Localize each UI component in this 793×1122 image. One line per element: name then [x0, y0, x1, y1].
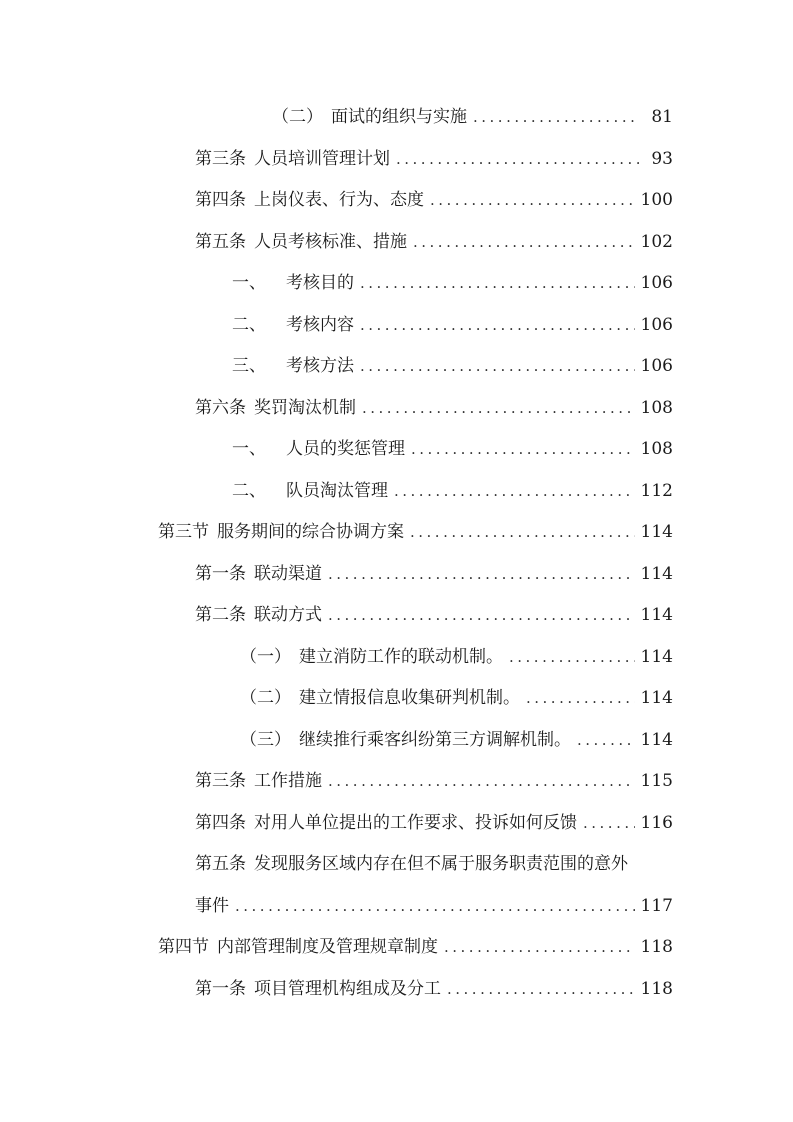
toc-entry[interactable]: [0, 554, 793, 596]
toc-entry-title: 服务期间的综合协调方案: [217, 522, 404, 542]
toc-entry-page: 117: [640, 895, 673, 916]
toc-entry-title: 建立消防工作的联动机制。: [299, 646, 503, 667]
toc-entry-number: 一、: [232, 439, 266, 459]
toc-entry[interactable]: [0, 180, 793, 222]
toc-entry-page: 115: [640, 771, 673, 791]
toc-entry[interactable]: [0, 97, 793, 139]
dot-leader: [410, 512, 635, 554]
toc-entry-number: 第三节: [158, 522, 209, 542]
dot-leader: [328, 595, 635, 637]
toc-entry-page: 106: [640, 356, 673, 376]
toc-entry-number: 二、: [232, 480, 266, 501]
dot-leader: [444, 927, 635, 969]
toc-entry[interactable]: [0, 388, 793, 430]
dot-leader: [394, 471, 635, 513]
toc-entry-number: 三、: [232, 356, 266, 376]
toc-entry[interactable]: [0, 222, 793, 264]
toc-entry-number: （二）: [272, 107, 323, 127]
toc-entry-title: 人员的奖惩管理: [286, 439, 405, 459]
toc-entry-page: 114: [640, 563, 673, 584]
toc-entry-title: 工作措施: [254, 771, 322, 791]
toc-entry-page: 108: [640, 439, 673, 459]
toc-entry-number: 第五条: [195, 231, 246, 252]
dot-leader: [396, 139, 639, 181]
toc-entry-number: 第三条: [195, 771, 246, 791]
toc-entry-number: 第一条: [195, 978, 246, 999]
dot-leader: [583, 803, 635, 845]
toc-entry-title: 继续推行乘客纠纷第三方调解机制。: [299, 729, 571, 750]
toc-entry-title: 发现服务区域内存在但不属于服务职责范围的意外: [254, 854, 628, 874]
toc-entry-number: 第一条: [195, 563, 246, 584]
toc-entry[interactable]: [0, 803, 793, 845]
toc-entry-page: 114: [640, 729, 673, 750]
dot-leader: [360, 346, 635, 388]
toc-entry-title: 人员考核标准、措施: [254, 231, 407, 252]
toc-entry-number: （一）: [240, 646, 291, 667]
toc-entry[interactable]: [0, 927, 793, 969]
dot-leader: [430, 180, 635, 222]
toc-entry-page: 114: [640, 646, 673, 667]
toc-entry-page: 100: [640, 190, 673, 210]
toc-entry[interactable]: [0, 761, 793, 803]
toc-entry-page: 118: [640, 937, 673, 957]
toc-entry-number: 第四节: [158, 937, 209, 957]
toc-entry-title: 联动渠道: [254, 563, 322, 584]
toc-entry-number: 第四条: [195, 190, 246, 210]
toc-entry-title: 考核目的: [286, 273, 354, 293]
toc-entry-number: （三）: [240, 729, 291, 750]
toc-entry-page: 116: [640, 812, 673, 833]
toc-entry[interactable]: [0, 969, 793, 1011]
toc-entry-page: 106: [640, 314, 673, 335]
toc-entry[interactable]: [0, 595, 793, 637]
toc-entry[interactable]: [0, 429, 793, 471]
toc-entry-page: 108: [640, 397, 673, 418]
toc-entry-page: 114: [640, 688, 673, 708]
dot-leader: [509, 637, 635, 679]
dot-leader: [447, 969, 635, 1011]
dot-leader: [411, 429, 635, 471]
dot-leader: [526, 678, 635, 720]
toc-entry-title: 队员淘汰管理: [286, 480, 388, 501]
toc-entry-page: 114: [640, 605, 673, 625]
toc-entry-title: 面试的组织与实施: [331, 107, 467, 127]
dot-leader: [577, 720, 635, 762]
toc-entry-title: 对用人单位提出的工作要求、投诉如何反馈: [254, 812, 577, 833]
toc-entry-page: 118: [640, 978, 673, 999]
toc-entry-page: 106: [640, 273, 673, 293]
toc-entry-title: 联动方式: [254, 605, 322, 625]
dot-leader: [328, 554, 635, 596]
toc-entry-title: 项目管理机构组成及分工: [254, 978, 441, 999]
toc-entry-title: 事件: [195, 895, 229, 916]
dot-leader: [362, 388, 635, 430]
toc-entry-title: 考核方法: [286, 356, 354, 376]
dot-leader: [413, 222, 635, 264]
toc-entry[interactable]: [0, 678, 793, 720]
dot-leader: [328, 761, 635, 803]
toc-entry[interactable]: [0, 305, 793, 347]
toc-entry-page: 81: [651, 107, 673, 127]
toc-entry[interactable]: [0, 471, 793, 513]
toc-entry-number: 二、: [232, 314, 266, 335]
toc-entry-title: 人员培训管理计划: [254, 148, 390, 169]
toc-entry-number: 第五条: [195, 854, 246, 874]
toc-entry-number: 第三条: [195, 148, 246, 169]
toc-entry[interactable]: [0, 512, 793, 554]
toc-entry-page: 114: [640, 522, 673, 542]
toc-entry-continuation[interactable]: [0, 886, 793, 928]
toc-entry[interactable]: [0, 346, 793, 388]
toc-entry[interactable]: [0, 637, 793, 679]
toc-entry-page: 102: [640, 231, 673, 252]
toc-entry-number: （二）: [240, 688, 291, 708]
toc-entry-number: 一、: [232, 273, 266, 293]
toc-entry-title: 建立情报信息收集研判机制。: [299, 688, 520, 708]
toc-entry[interactable]: [0, 844, 793, 886]
toc-entry-title: 上岗仪表、行为、态度: [254, 190, 424, 210]
toc-entry-number: 第六条: [195, 397, 246, 418]
dot-leader: [473, 97, 639, 139]
toc-entry-page: 93: [651, 148, 673, 169]
dot-leader: [235, 886, 635, 928]
toc-entry-page: 112: [640, 480, 673, 501]
toc-entry-title: 奖罚淘汰机制: [254, 397, 356, 418]
toc-entry[interactable]: [0, 139, 793, 181]
dot-leader: [360, 305, 635, 347]
table-of-contents: [0, 97, 793, 1010]
toc-entry-number: 第二条: [195, 605, 246, 625]
toc-entry-title: 考核内容: [286, 314, 354, 335]
dot-leader: [360, 263, 635, 305]
toc-entry-number: 第四条: [195, 812, 246, 833]
toc-entry-title: 内部管理制度及管理规章制度: [217, 937, 438, 957]
toc-entry[interactable]: [0, 263, 793, 305]
toc-entry[interactable]: [0, 720, 793, 762]
